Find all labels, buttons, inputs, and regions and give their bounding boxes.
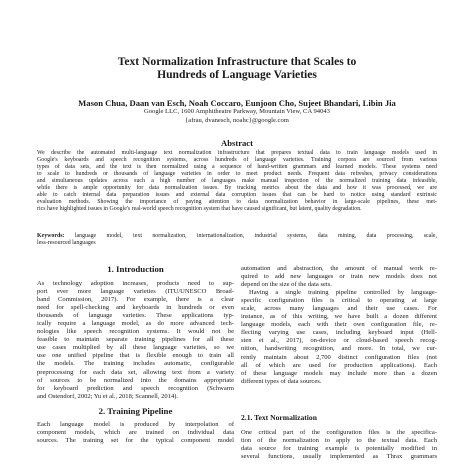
- right-column-top: [241, 265, 437, 386]
- body-line: tion of the normalization to apply to the textual data. Each: [241, 437, 437, 445]
- abstract-heading: Abstract: [221, 138, 253, 148]
- body-line: rently maintain about 2,700 distinct configuration files (not: [241, 353, 437, 361]
- body-line: thousands of language varieties. These applications typ-: [37, 312, 234, 320]
- body-line: sources. The training set for the typical component model: [37, 437, 234, 445]
- keywords-block: [37, 233, 437, 247]
- keywords-line: [37, 233, 437, 240]
- body-line: instance, as of this writing, we have built a dozen different: [241, 313, 437, 321]
- body-line: component models, which are trained on individual data: [37, 429, 234, 437]
- body-line: all of which are used for production applications). Each: [241, 361, 437, 369]
- body-line: language models, each with their own configuration file, re-: [241, 321, 437, 329]
- body-line: band Commission, 2017). For example, there is a clear: [37, 296, 234, 304]
- body-line: One critical part of the configuration files is the specifica-: [241, 429, 437, 436]
- body-line: several functions, usually implemented as Thrax grammars: [241, 453, 437, 461]
- abstract-line: Google's keyboards and speech recognition systems, across hundreds of language varieties. Training corpora are sourced from various: [37, 157, 437, 164]
- body-line: Having a single training pipeline controlled by language-: [249, 289, 437, 297]
- body-line: data source for training example is potentially modified in: [241, 445, 437, 453]
- body-line: scale, across many languages and their use cases. For: [241, 305, 437, 313]
- abstract-line: rics have highlighted issues in Google's real-world speech recognition system that have caused significant, but latent, quality degradation.: [37, 206, 362, 213]
- abstract-line: while there is ample opportunity for data normalization issues. By tracking metrics about the data and how it was processed, we are: [37, 185, 437, 192]
- subsection-heading-text-normalization: 2.1. Text Normalization: [241, 413, 317, 422]
- section-heading-introduction: 1. Introduction: [107, 264, 164, 274]
- keywords-label: Keywords:: [37, 233, 65, 239]
- body-line: port ever more language varieties (ITU/UNESCO Broad-: [37, 288, 234, 296]
- body-line: feasible to maintain separate training pipelines for all these: [37, 336, 234, 344]
- body-line: flecting varying use cases, including keyboard input (Hell-: [241, 329, 437, 337]
- section-heading-training-pipeline: 2. Training Pipeline: [98, 406, 173, 416]
- body-line: quired to add new languages or train new models does not: [241, 273, 437, 281]
- body-line: preprocessing for each data set, allowing text from a variety: [37, 368, 234, 376]
- body-line: of sources to be normalized into the domains appropriate: [37, 376, 234, 384]
- abstract-body: [37, 150, 437, 213]
- body-line: use cases multiplied by all these language varieties, so we: [37, 344, 234, 352]
- keywords-text: language model, text normalization, internationalization, industrial systems, data mining, data processing, scale,: [64, 233, 437, 239]
- abstract-line: evaluation methods. Showing the importance of paying attention to data normalization behavior in large-scale pipelines, these met-: [37, 199, 437, 206]
- paper-affiliation: [0, 108, 474, 125]
- affiliation-address: Google LLC, 1600 Amphitheatre Parkway, Mountain View, CA 94043: [144, 108, 330, 115]
- body-line: ically require a language model, as do more advanced tech-: [37, 320, 234, 328]
- body-line: nologies like speech recognition systems. It would not be: [37, 328, 234, 336]
- body-line: nition, handwriting recognition, and more. In total, we cur-: [241, 345, 437, 353]
- abstract-line: able to catch internal data preparation issues and external data corruption issues that can be hard to notice using standard extrinsic: [37, 192, 437, 199]
- paper-title: [0, 55, 474, 82]
- left-column-training-pipeline: [37, 421, 234, 445]
- body-line: depend on the size of the data sets.: [241, 281, 332, 289]
- keywords-line: less-resourced languages: [37, 240, 96, 247]
- affiliation-emails: {afrau, dvanesch, noahc}@google.com: [185, 116, 289, 124]
- abstract-line: We describe the automated multi-language text normalization infrastructure that prepares textual data to train language models used in: [37, 150, 437, 156]
- body-line: Each language model is produced by interpolation of: [37, 421, 234, 428]
- body-line: of these language models may include more than a dozen: [241, 369, 437, 377]
- body-line: need for spell-checking and keyboards in hundreds or even: [37, 304, 234, 312]
- body-line: specific configuration files is critical to operating at large: [241, 297, 437, 305]
- body-line: automation and abstraction, the amount of manual work re-: [241, 265, 437, 272]
- abstract-line: types of data sets, and the text is then normalized using a sequence of hand-written grammars and learned models. These systems need: [37, 164, 437, 171]
- body-line: use one unified pipeline that is flexible enough to train all: [37, 352, 234, 360]
- right-column-text-normalization: [241, 429, 437, 461]
- body-line: As technology adoption increases, products need to sup-: [37, 280, 234, 287]
- paper-title-line-1: Text Normalization Infrastructure that Scales to: [117, 55, 357, 68]
- abstract-line: to scale to hundreds or thousands of language varieties in order to meet product needs. Frequent data refreshes, privacy considerations: [37, 171, 437, 178]
- paper-authors: Mason Chua, Daan van Esch, Noah Coccaro, Eunjoon Cho, Sujeet Bhandari, Libin Jia: [78, 98, 396, 108]
- paper-title-line-2: Hundreds of Language Varieties: [157, 68, 317, 82]
- body-line: the models. The training includes automatic, configurable: [37, 360, 234, 368]
- body-line: for keyboard prediction and speech recognition (Schwarm: [37, 384, 234, 392]
- body-line: sten et al., 2017), on-device or cloud-based speech recog-: [241, 337, 437, 345]
- body-line: different types of data sources.: [241, 377, 322, 385]
- abstract-line: and simultaneous updates across such a high number of languages make manual inspection of the normalized training data infeasible,: [37, 178, 437, 185]
- left-column-introduction: [37, 280, 234, 401]
- body-line: and Ostendorf, 2002; Yu et al., 2018; Scannell, 2014).: [37, 392, 179, 400]
